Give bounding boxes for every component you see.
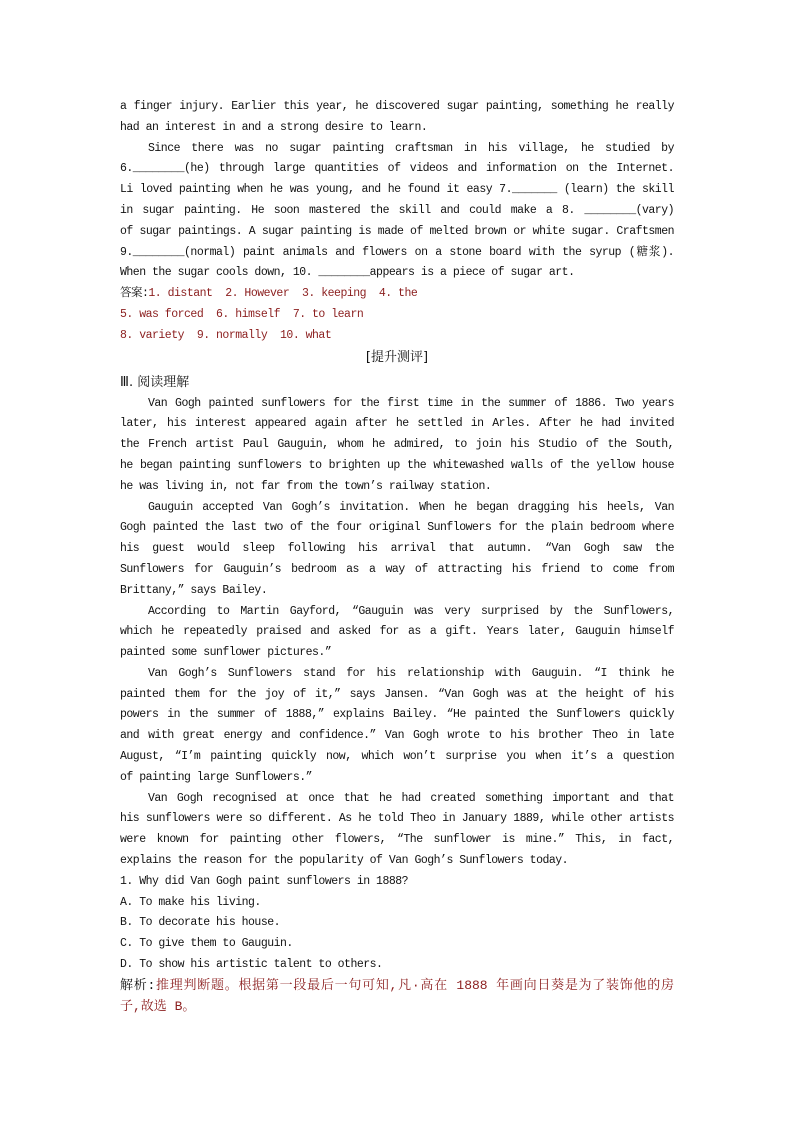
text-line: Brittany,” says Bailey.	[120, 583, 268, 597]
explanation-line	[120, 976, 674, 997]
option-d: D. To show his artistic talent to others.	[120, 958, 383, 972]
option-a: A. To make his living.	[120, 895, 261, 909]
text-line: which he repeatedly praised and asked for as a gift. Years later, Gauguin himself	[120, 625, 674, 639]
text-line: powers in the summer of 1888,” explains Bailey. “He painted the Sunflowers quickly	[120, 708, 674, 722]
answer-line	[120, 284, 674, 305]
answer-key	[120, 284, 674, 346]
text-line: Sunflowers for Gauguin’s bedroom as a way of attracting his friend to come from	[120, 562, 674, 576]
text-line: August, “I’m painting quickly now, which won’t surprise you when it’s a question	[120, 750, 674, 764]
text-line: in sugar painting. He soon mastered the skill and could make a 8. ________(vary)	[120, 203, 674, 217]
cloze-passage	[120, 97, 674, 284]
answer-text: 1. distant 2. However 3. keeping 4. the	[148, 287, 418, 301]
explanation-label: 解析:	[120, 977, 156, 993]
answer-line: 8. variety 9. normally 10. what	[120, 328, 332, 342]
text-line: he was living in, not far from the town’s railway station.	[120, 479, 492, 493]
text-line: the French artist Paul Gauguin, whom he admired, to join his Studio of the South,	[120, 438, 674, 452]
text-line: Since there was no sugar painting craftsman in his village, he studied by	[148, 141, 674, 155]
text-line: his sunflowers were so different. As he told Theo in January 1889, while other artists	[120, 812, 674, 826]
text-line: he began painting sunflowers to brighten up the whitewashed walls of the yellow house	[120, 458, 674, 472]
section-heading: [提升测评]	[365, 349, 429, 365]
reading-passage	[120, 394, 674, 872]
text-line: When the sugar cools down, 10. ________appears is a piece of sugar art.	[120, 266, 575, 280]
text-line: Li loved painting when he was young, and he found it easy 7._______ (learn) the skill	[120, 183, 674, 197]
explanation	[120, 976, 674, 1018]
explanation-line: 子,故选 B。	[120, 998, 196, 1014]
answer-label: 答案:	[120, 287, 149, 301]
text-line: Van Gogh recognised at once that he had created something important and that	[148, 791, 674, 805]
text-line: of sugar paintings. A sugar painting is made of melted brown or white sugar. Craftsmen	[120, 224, 674, 238]
question-stem: 1. Why did Van Gogh paint sunflowers in 1888?	[120, 874, 409, 888]
text-line: had an interest in and a strong desire to learn.	[120, 120, 428, 134]
part-heading: Ⅲ. 阅读理解	[120, 374, 190, 390]
text-line: painted them for the joy of it,” says Jansen. “Van Gogh was at the height of his	[120, 687, 674, 701]
text-line: Gogh painted the last two of the four original Sunflowers for the plain bedroom where	[120, 521, 674, 535]
text-line: later, his interest appeared again after he settled in Arles. After he had invited	[120, 417, 674, 431]
text-line: of painting large Sunflowers.”	[120, 770, 313, 784]
text-line: and with great energy and confidence.” Van Gogh wrote to his brother Theo in late	[120, 729, 674, 743]
text-line: Van Gogh’s Sunflowers stand for his relationship with Gauguin. “I think he	[148, 666, 674, 680]
text-line: explains the reason for the popularity of Van Gogh’s Sunflowers today.	[120, 854, 569, 868]
text-line: Van Gogh painted sunflowers for the first time in the summer of 1886. Two years	[148, 396, 674, 410]
text-line: 6.________(he) through large quantities of videos and information on the Internet.	[120, 162, 674, 176]
option-b: B. To decorate his house.	[120, 916, 281, 930]
text-line: According to Martin Gayford, “Gauguin was very surprised by the Sunflowers,	[148, 604, 674, 618]
text-line: Gauguin accepted Van Gogh’s invitation. When he began dragging his heels, Van	[148, 500, 674, 514]
answer-line: 5. was forced 6. himself 7. to learn	[120, 307, 364, 321]
explanation-text: 推理判断题。根据第一段最后一句可知,凡·高在 1888 年画向日葵是为了装饰他的房	[155, 977, 674, 993]
page-content	[120, 97, 674, 1017]
text-line: 9.________(normal) paint animals and flowers on a stone board with the syrup (糖浆).	[120, 245, 674, 259]
text-line: were known for painting other flowers, “The sunflower is mine.” This, in fact,	[120, 833, 674, 847]
text-line: his guest would sleep following his arrival that autumn. “Van Gogh saw the	[120, 542, 674, 556]
text-line: a finger injury. Earlier this year, he discovered sugar painting, something he really	[120, 100, 674, 113]
text-line: painted some sunflower pictures.”	[120, 646, 332, 660]
option-c: C. To give them to Gauguin.	[120, 937, 293, 951]
question-1	[120, 872, 674, 976]
